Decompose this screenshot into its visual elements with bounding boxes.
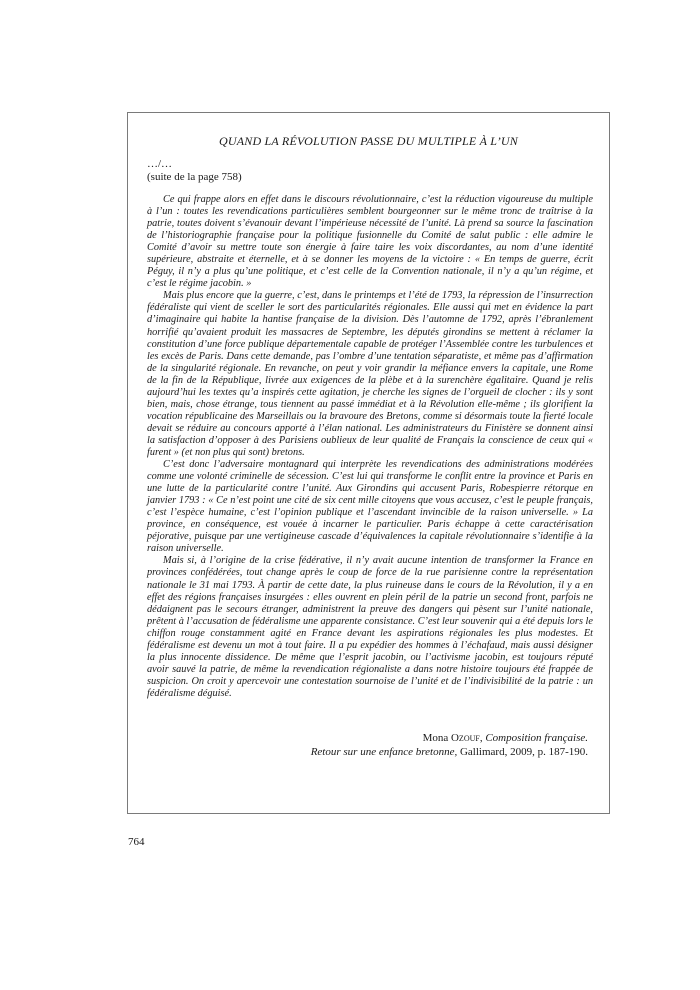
page-title: QUAND LA RÉVOLUTION PASSE DU MULTIPLE À L’UN — [219, 134, 518, 148]
paragraph-3: C’est donc l’adversaire montagnard qui interprète les revendications des administrations modérées comme une volonté criminelle de sécession. C’est lui qui transforme le conflit entre la province et Paris en une lutte de la particularité contre l’unité. Aux Girondins qui accusent Paris, Robespierre rétorque en janvier 1793 : « Ce n’est point une cité de six cent mille citoyens que vous accusez, c’est le peuple français, c’est l’espèce humaine, c’est l’opinion publique et l’ascendant invincible de la raison universelle. » La province, en conséquence, est vouée à incarner le particulier. Paris échappe à cette caractérisation péjorative, puisque par une vertigineuse cascade d’équivalences la capitale révolutionnaire s’identifie à la raison universelle. — [147, 459, 593, 555]
continuation-ellipsis: …/… — [147, 158, 173, 170]
continuation-reference: (suite de la page 758) — [147, 171, 242, 183]
paragraph-4: Mais si, à l’origine de la crise fédérative, il n’y avait aucune intention de transformer la France en provinces confédérées, tout change après le coup de force de la rue parisienne contre la représentation nationale le 31 mai 1793. À partir de cette date, la plus ruineuse dans le cours de la Révolution, il y a en effet des régions françaises insurgées : elles ouvrent en plein péril de la patrie un second front, parfois ne dédaignent pas le secours étranger, administrent la preuve des dangers qui pèsent sur l’unité nationale, prêtent à l’accusation de fédéralisme une apparente consistance. C’est leur souvenir qui a été depuis lors le chiffon rouge constamment agité en France devant les aspirations régionales les plus modestes. Et fédéralisme est devenu un mot à tout faire. Il a pu expédier des hommes à l’échafaud, mais aussi désigner la plus innocente dissidence. De même que l’esprit jacobin, ou l’activisme jacobin, est toujours réputé avoir sauvé la patrie, de même la revendication régionaliste a dans notre histoire toujours été frappée de suspicion. On croit y apercevoir une contestation sournoise de l’unité et de l’indivisibilité de la patrie : un fédéralisme déguisé. — [147, 555, 593, 699]
page-number: 764 — [128, 836, 145, 848]
continuation-note — [147, 158, 242, 184]
source-citation — [188, 732, 588, 759]
author-last-name: Ozouf — [450, 732, 480, 744]
article-body — [147, 194, 593, 700]
work-title: Composition française. — [485, 732, 588, 744]
author-first-name: Mona — [422, 732, 449, 744]
publisher-info: Gallimard, 2009, p. 187-190. — [459, 745, 588, 758]
work-subtitle: Retour sur une enfance bretonne, — [310, 745, 458, 758]
paragraph-2: Mais plus encore que la guerre, c’est, dans le printemps et l’été de 1793, la répression de l’insurrection fédéraliste qui vient de sceller le sort des particularités régionales. Elle aussi qui met en évidence la part d’imaginaire qui habite la hantise française de la division. Dès l’automne de 1792, après l’ébranlement horrifié qu’avaient produit les massacres de Septembre, les députés girondins se mettent à réclamer la constitution d’une force publique départementale capable de protéger l’Assemblée contre les turbulences et les excès de Paris. Dans cette demande, pas l’ombre d’une tentation séparatiste, et même pas d’affirmation de la singularité régionale. En revanche, on peut y voir grandir la méfiance envers la capitale, une Rome de la fin de la République, livrée aux exigences de la plèbe et à la surenchère égalitaire. Quand je relis aujourd’hui les textes qu’a inspirés cette agitation, je cherche les signes de l’orgueil de clocher : ils y sont bien, mais, chose étrange, tous tiennent au passé immédiat et à la Révolution elle-même ; ils glorifient la vocation républicaine des Marseillais ou la bravoure des Bretons, comme si désormais toute la fierté locale devait se réduire au concours apporté à l’élan national. Les administrateurs du Finistère se donnent ainsi la satisfaction d’opposer à des Parisiens oublieux de leur qualité de Français la conscience de ceux qui « furent » (et non plus qui sont) bretons. — [147, 290, 593, 458]
citation-line-1: Mona Ozouf, Composition française. — [422, 732, 588, 744]
paragraph-1: Ce qui frappe alors en effet dans le discours révolutionnaire, c’est la réduction vigoureuse du multiple à l’un : toutes les revendications particulières semblent bourgeonner sur le même tronc de traîtrise à la patrie, toutes doivent s’évanouir devant l’impérieuse nécessité de l’unité. Là prend sa source la fascination de l’historiographie française pour la politique fusionnelle du Comité de salut public : elle admire le Comité d’avoir su mettre toute son énergie à faire taire les voix discordantes, au nom d’une identité supérieure, abstraite et éternelle, et à se donner les moyens de la victoire : « En temps de guerre, écrit Péguy, il n’y a plus qu’une politique, et c’est celle de la Convention nationale, il n’y a qu’un régime, et c’est le régime jacobin. » — [147, 194, 593, 290]
citation-line-2 — [188, 746, 588, 760]
